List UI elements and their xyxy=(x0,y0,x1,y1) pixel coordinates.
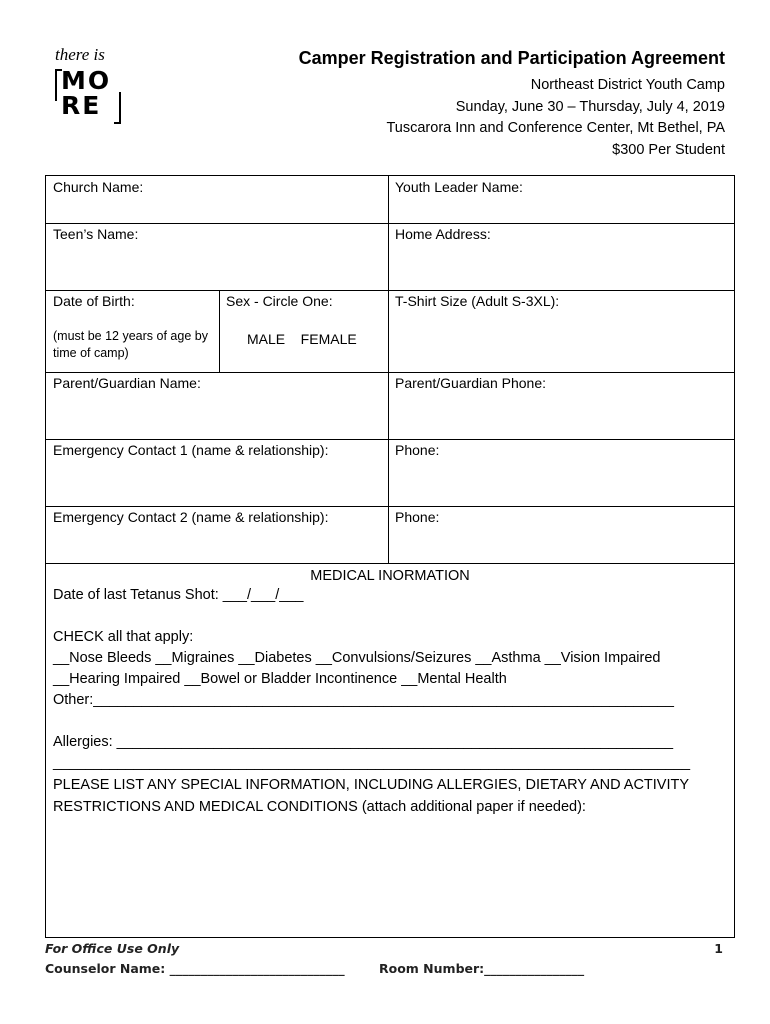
document-header xyxy=(299,48,725,161)
emergency-phone-2-label: Phone: xyxy=(395,509,440,525)
emergency-phone-1-label: Phone: xyxy=(395,442,440,458)
parent-name-field[interactable] xyxy=(46,372,388,439)
logo-bracket-right xyxy=(114,92,121,124)
camp-name: Northeast District Youth Camp xyxy=(530,77,725,93)
date-of-birth-label: Date of Birth: xyxy=(53,293,135,309)
office-use-label: For Office Use Only xyxy=(45,941,180,956)
special-information-note: (attach additional paper if needed): xyxy=(357,799,586,815)
logo-more-mark xyxy=(55,66,117,124)
allergies-line-2[interactable]: _______________________________________________________________________________ xyxy=(53,755,691,771)
registration-form xyxy=(45,175,735,938)
room-number-field[interactable]: Room Number:________________ xyxy=(379,961,585,976)
page-number: 1 xyxy=(714,941,723,956)
special-information-instructions xyxy=(53,774,727,818)
youth-leader-name-field[interactable] xyxy=(388,176,736,223)
special-information-heading: PLEASE LIST ANY SPECIAL INFORMATION, INCLUDING ALLERGIES, DIETARY AND ACTIVITY RESTRICTIONS AND MEDICAL CONDITIONS xyxy=(53,777,689,815)
there-is-more-logo xyxy=(55,46,125,130)
sex-field[interactable] xyxy=(219,290,388,372)
date-of-birth-field[interactable] xyxy=(46,290,219,372)
church-name-label: Church Name: xyxy=(53,179,144,195)
logo-row-2: RE xyxy=(61,91,102,120)
emergency-phone-2-field[interactable] xyxy=(388,506,736,563)
teen-name-label: Teen’s Name: xyxy=(53,226,139,242)
camp-price: $300 Per Student xyxy=(612,141,725,158)
conditions-checklist-row-2[interactable]: __Hearing Impaired __Bowel or Bladder Incontinence __Mental Health xyxy=(53,671,507,687)
emergency-contact-2-field[interactable] xyxy=(46,506,388,563)
conditions-checklist-row-1[interactable]: __Nose Bleeds __Migraines __Diabetes __Convulsions/Seizures __Asthma __Vision Impaired xyxy=(53,650,661,666)
document-title: Camper Registration and Participation Agreement xyxy=(298,48,725,68)
counselor-name-field[interactable]: Counselor Name: ____________________________ xyxy=(45,961,345,976)
emergency-contact-1-field[interactable] xyxy=(46,439,388,506)
emergency-contact-2-label: Emergency Contact 2 (name & relationship): xyxy=(53,509,329,525)
other-conditions-line[interactable]: Other:________________________________________________________________________ xyxy=(53,692,674,708)
home-address-field[interactable] xyxy=(388,223,736,290)
parent-phone-label: Parent/Guardian Phone: xyxy=(395,375,546,391)
camp-dates: Sunday, June 30 – Thursday, July 4, 2019 xyxy=(455,98,725,115)
teen-name-field[interactable] xyxy=(46,223,388,290)
home-address-label: Home Address: xyxy=(395,226,491,242)
logo-row-1: MO xyxy=(61,66,112,95)
medical-information-section xyxy=(46,564,734,818)
medical-section-title: MEDICAL INORMATION xyxy=(310,568,470,584)
logo-tagline: there is xyxy=(55,45,105,64)
check-all-label: CHECK all that apply: xyxy=(53,629,194,645)
tetanus-shot-date[interactable]: Date of last Tetanus Shot: ___/___/___ xyxy=(53,587,304,603)
youth-leader-name-label: Youth Leader Name: xyxy=(395,179,523,195)
allergies-line[interactable]: Allergies: _____________________________________________________________________ xyxy=(53,734,674,750)
tshirt-size-field[interactable] xyxy=(388,290,736,372)
parent-phone-field[interactable] xyxy=(388,372,736,439)
church-name-field[interactable] xyxy=(46,176,388,223)
dob-age-note: (must be 12 years of age by time of camp) xyxy=(53,329,208,360)
emergency-contact-1-label: Emergency Contact 1 (name & relationship): xyxy=(53,442,329,458)
sex-label: Sex - Circle One: xyxy=(226,293,333,309)
sex-options[interactable]: MALE FEMALE xyxy=(247,331,357,347)
tshirt-size-label: T-Shirt Size (Adult S-3XL): xyxy=(395,293,560,309)
emergency-phone-1-field[interactable] xyxy=(388,439,736,506)
parent-name-label: Parent/Guardian Name: xyxy=(53,375,201,391)
camp-location: Tuscarora Inn and Conference Center, Mt Bethel, PA xyxy=(386,120,725,136)
